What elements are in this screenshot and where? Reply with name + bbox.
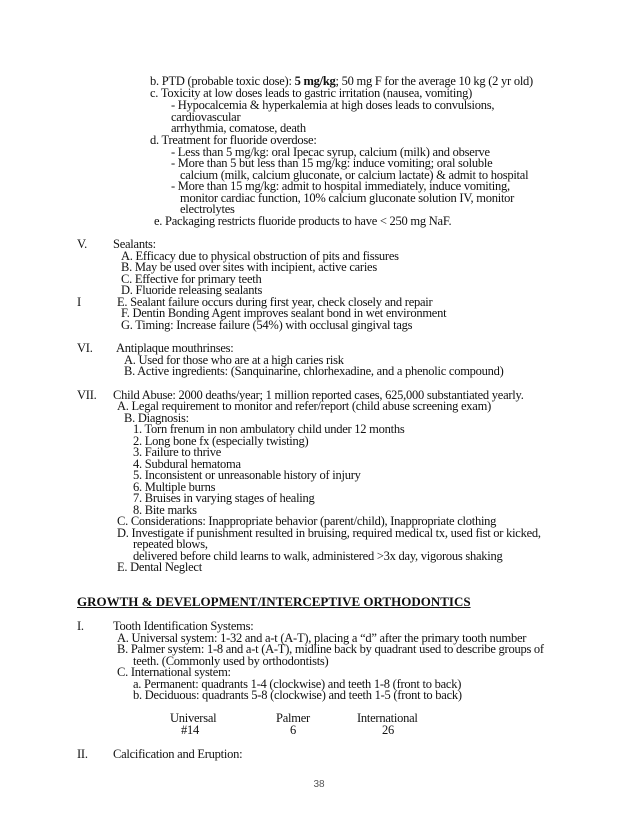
tooth-id-item-b-line2: teeth. (Commonly used by orthodontists)	[133, 654, 329, 668]
diagnosis-item: 2. Long bone fx (especially twisting)	[133, 434, 309, 448]
tooth-id-item-c-a: a. Permanent: quadrants 1-4 (clockwise) and teeth 1-8 (front to back)	[133, 677, 462, 691]
table-value-palmer: 6	[290, 723, 296, 737]
fluoride-item-c: c. Toxicity at low doses leads to gastric irritation (nausea, vomiting)	[150, 86, 473, 100]
abuse-item-d-line2: repeated blows,	[133, 537, 208, 551]
diagnosis-item: 7. Bruises in varying stages of healing	[133, 491, 315, 505]
table-header-universal: Universal	[170, 711, 217, 725]
sealants-item-f: F. Dentin Bonding Agent improves sealant bond in wet environment	[121, 306, 447, 320]
sealants-item-c: C. Effective for primary teeth	[121, 272, 262, 286]
abuse-item-b: B. Diagnosis:	[124, 411, 189, 425]
diagnosis-item: 3. Failure to thrive	[133, 445, 222, 459]
section-title-sealants: Sealants:	[113, 237, 156, 251]
fluoride-item-d-line4: calcium (milk, calcium gluconate, or calcium lactate) & admit to hospital	[180, 168, 529, 182]
abuse-item-c: C. Considerations: Inappropriate behavior (parent/child), Inappropriate clothing	[117, 514, 497, 528]
fluoride-item-c-line2: - Hypocalcemia & hyperkalemia at high doses leads to convulsions,	[171, 98, 495, 112]
sealants-item-d: D. Fluoride releasing sealants	[121, 283, 263, 297]
tooth-id-item-b: B. Palmer system: 1-8 and a-t (A-T), midline back by quadrant used to describe groups of	[117, 642, 544, 656]
section-number-ii: II.	[77, 747, 88, 761]
section-heading-growth: GROWTH & DEVELOPMENT/INTERCEPTIVE ORTHODONTICS	[77, 594, 471, 609]
section-number-vi: VI.	[77, 341, 93, 355]
fluoride-item-e: e. Packaging restricts fluoride products to have < 250 mg NaF.	[154, 214, 452, 228]
section-title-calcification: Calcification and Eruption:	[113, 747, 243, 761]
diagnosis-item: 8. Bite marks	[133, 503, 197, 517]
diagnosis-item: 5. Inconsistent or unreasonable history of injury	[133, 468, 361, 482]
section-number-vii: VII.	[77, 388, 97, 402]
section-title-antiplaque: Antiplaque mouthrinses:	[116, 341, 234, 355]
tooth-id-item-c-b: b. Deciduous: quadrants 5-8 (clockwise) and teeth 1-5 (front to back)	[133, 688, 462, 702]
stray-roman-numeral: I	[77, 295, 81, 309]
fluoride-item-c-line4: arrhythmia, comatose, death	[171, 121, 306, 135]
table-header-palmer: Palmer	[276, 711, 310, 725]
diagnosis-item: 4. Subdural hematoma	[133, 457, 241, 471]
section-number-i: I.	[77, 619, 84, 633]
table-value-universal: #14	[181, 723, 199, 737]
fluoride-item-d: d. Treatment for fluoride overdose:	[150, 133, 317, 147]
sealants-item-g: G. Timing: Increase failure (54%) with occlusal gingival tags	[121, 318, 413, 332]
fluoride-item-d-line3: - More than 5 but less than 15 mg/kg: induce vomiting; oral soluble	[171, 156, 493, 170]
sealants-item-e: E. Sealant failure occurs during first year, check closely and repair	[117, 295, 433, 309]
tooth-id-item-c: C. International system:	[117, 665, 231, 679]
fluoride-b-suffix: ; 50 mg F for the average 10 kg (2 yr old)	[335, 74, 533, 88]
table-header-international: International	[357, 711, 418, 725]
antiplaque-item-b: B. Active ingredients: (Sanquinarine, chlorhexadine, and a phenolic compound)	[124, 364, 504, 378]
antiplaque-item-a: A. Used for those who are at a high caries risk	[124, 353, 344, 367]
abuse-item-a: A. Legal requirement to monitor and refer/report (child abuse screening exam)	[117, 399, 491, 413]
fluoride-item-c-line3: cardiovascular	[171, 110, 241, 124]
abuse-item-d: D. Investigate if punishment resulted in bruising, required medical tx, used fist or kicked,	[117, 526, 541, 540]
abuse-item-d-line3: delivered before child learns to walk, administered >3x day, vigorous shaking	[133, 549, 503, 563]
sealants-item-a: A. Efficacy due to physical obstruction of pits and fissures	[121, 249, 399, 263]
fluoride-item-d-line6: monitor cardiac function, 10% calcium gluconate solution IV, monitor	[180, 191, 515, 205]
section-title-tooth-id: Tooth Identification Systems:	[113, 619, 254, 633]
table-value-international: 26	[382, 723, 394, 737]
section-number-v: V.	[77, 237, 88, 251]
sealants-item-b: B. May be used over sites with incipient, active caries	[121, 260, 377, 274]
diagnosis-item: 6. Multiple burns	[133, 480, 216, 494]
fluoride-item-d-line5: - More than 15 mg/kg: admit to hospital immediately, induce vomiting,	[171, 179, 510, 193]
fluoride-item-d-line7: electrolytes	[180, 202, 235, 216]
abuse-item-e: E. Dental Neglect	[117, 560, 202, 574]
section-title-child-abuse: Child Abuse: 2000 deaths/year; 1 million reported cases, 625,000 substantiated yearly.	[113, 388, 524, 402]
diagnosis-item: 1. Torn frenum in non ambulatory child under 12 months	[133, 422, 405, 436]
page-number: 38	[313, 779, 325, 790]
tooth-id-item-a: A. Universal system: 1-32 and a-t (A-T), placing a “d” after the primary tooth number	[117, 631, 527, 645]
fluoride-b-bold: 5 mg/kg	[294, 74, 336, 88]
fluoride-b-prefix: b. PTD (probable toxic dose):	[150, 74, 295, 88]
fluoride-item-d-line2: - Less than 5 mg/kg: oral Ipecac syrup, calcium (milk) and observe	[171, 145, 490, 159]
